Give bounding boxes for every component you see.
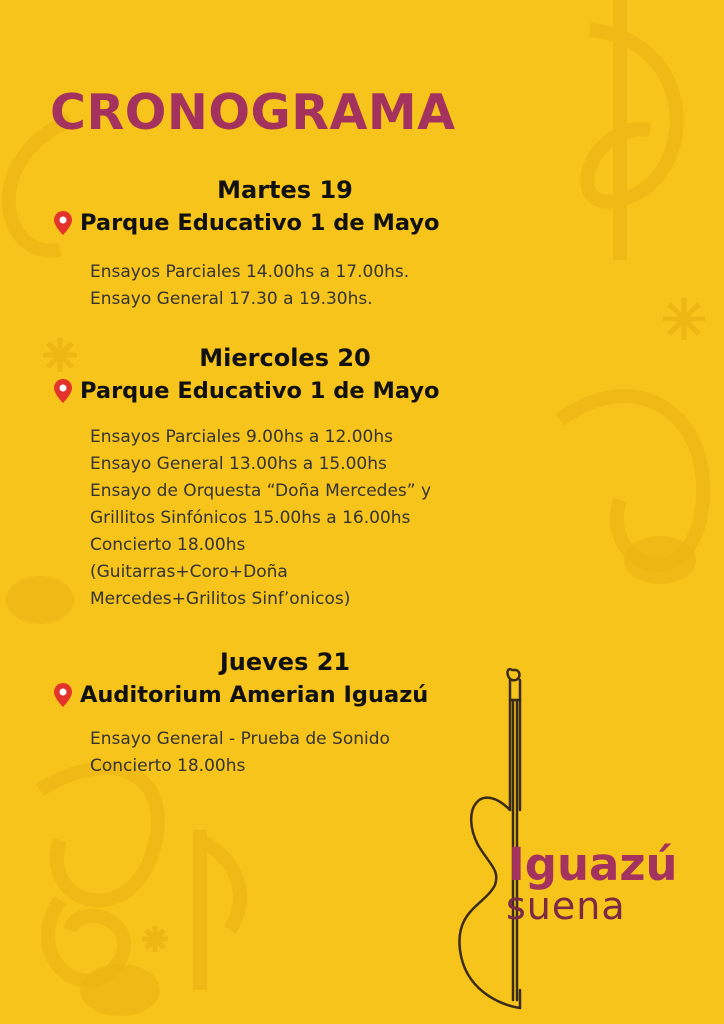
page-title: CRONOGRAMA (50, 84, 456, 141)
venue (52, 378, 440, 404)
schedule-item: Concierto 18.00hs (90, 756, 246, 776)
logo-suena-text: suena (506, 884, 626, 928)
schedule-item: Ensayo General 13.00hs a 15.00hs (90, 454, 387, 474)
schedule-details (90, 424, 431, 613)
schedule-details (90, 726, 390, 780)
venue (52, 210, 440, 236)
day-heading: Jueves 21 (219, 648, 351, 676)
logo-iguazu-text: Iguazú (508, 838, 678, 891)
schedule-item: Ensayo de Orquesta “Doña Mercedes” y (90, 481, 432, 501)
schedule-item: Mercedes+Grilitos Sinf’onicos) (90, 589, 351, 609)
schedule-item: Ensayos Parciales 9.00hs a 12.00hs (90, 427, 393, 447)
day-heading: Miercoles 20 (199, 344, 371, 372)
day-heading: Martes 19 (217, 176, 353, 204)
map-pin-icon (52, 378, 74, 404)
map-pin-icon (52, 210, 74, 236)
schedule-item: Ensayo General 17.30 a 19.30hs. (90, 289, 373, 309)
schedule-details (90, 259, 409, 313)
schedule-item: Ensayos Parciales 14.00hs a 17.00hs. (90, 262, 410, 282)
schedule-item: Concierto 18.00hs (90, 535, 246, 555)
map-pin-icon (52, 682, 74, 708)
schedule-item: Grillitos Sinfónicos 15.00hs a 16.00hs (90, 508, 411, 528)
venue-name: Parque Educativo 1 de Mayo (80, 210, 440, 236)
schedule-item: Ensayo General - Prueba de Sonido (90, 729, 390, 749)
venue-name: Auditorium Amerian Iguazú (80, 682, 429, 708)
venue-name: Parque Educativo 1 de Mayo (80, 378, 440, 404)
venue (52, 682, 428, 708)
schedule-item: (Guitarras+Coro+Doña (90, 562, 288, 582)
